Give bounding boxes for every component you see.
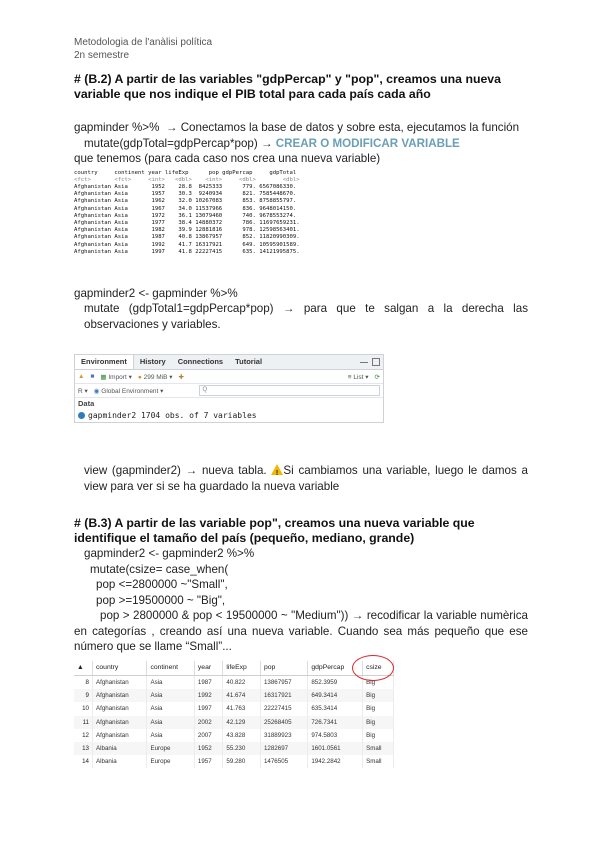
section-b2-heading: # (B.2) A partir de las variables "gdpPercap" y "pop", creamos una nueva variable que nos indique el PIB total para cada país cada año bbox=[74, 72, 501, 101]
column-header-year[interactable]: year bbox=[194, 661, 222, 676]
tab-history[interactable]: History bbox=[139, 357, 166, 367]
tab-tutorial[interactable]: Tutorial bbox=[235, 357, 263, 367]
column-header-lifeexp[interactable]: lifeExp bbox=[223, 661, 261, 676]
environment-pane bbox=[74, 354, 384, 423]
table-cell: Asia bbox=[147, 675, 194, 689]
table-cell: 59.280 bbox=[223, 755, 261, 768]
expand-dataset-icon[interactable] bbox=[78, 412, 85, 419]
table-cell: 852.3959 bbox=[308, 675, 363, 689]
memory-usage-button[interactable]: ● 299 MiB ▾ bbox=[137, 373, 173, 381]
table-cell: 41.763 bbox=[223, 702, 261, 715]
table-header-row bbox=[74, 661, 394, 676]
b2-mutate-line bbox=[74, 136, 528, 152]
list-view-button[interactable]: ≡ List ▾ bbox=[347, 373, 369, 381]
global-env-select[interactable]: ◉ Global Environment ▾ bbox=[93, 387, 164, 395]
column-header-country[interactable]: country bbox=[93, 661, 147, 676]
table-cell: 25268405 bbox=[260, 716, 307, 729]
table-cell: Afghanistan bbox=[93, 675, 147, 689]
row-index: 14 bbox=[74, 755, 93, 768]
column-header-csize[interactable]: csize bbox=[363, 661, 394, 676]
table-cell: 1942.2842 bbox=[308, 755, 363, 768]
env-search-input[interactable]: Q bbox=[199, 385, 380, 396]
console-row: Afghanistan Asia 1957 30.3 9240934 821. 7585448670. bbox=[74, 191, 297, 198]
table-cell: 1997 bbox=[194, 702, 222, 715]
table-cell: 1601.0561 bbox=[308, 742, 363, 755]
table-cell: 1282697 bbox=[260, 742, 307, 755]
b2-accent-label: CREAR O MODIFICAR VARIABLE bbox=[275, 136, 460, 150]
console-output bbox=[74, 170, 528, 256]
import-icon: ▦ bbox=[100, 373, 107, 381]
view-text-b: Si cambiamos una variable, luego le damos a view para ver si se ha guardado la nueva variable bbox=[84, 464, 528, 493]
table-cell: 13867957 bbox=[260, 675, 307, 689]
table-cell: Afghanistan bbox=[93, 716, 147, 729]
table-row[interactable] bbox=[74, 702, 394, 715]
b2-text-3: que tenemos (para cada caso nos crea una nueva variable) bbox=[74, 152, 381, 165]
table-cell: 649.3414 bbox=[308, 689, 363, 702]
warning-icon bbox=[271, 464, 283, 475]
view-paragraph bbox=[74, 463, 528, 494]
data-viewer bbox=[74, 661, 528, 768]
console-row: Afghanistan Asia 1997 41.8 22227415 635. 14121995875. bbox=[74, 248, 300, 255]
console-row: Afghanistan Asia 1992 41.7 16317921 649. 10595901589. bbox=[74, 241, 300, 248]
broom-icon[interactable]: ✚ bbox=[178, 373, 184, 381]
env-data-header: Data bbox=[78, 399, 95, 409]
env-tab-bar bbox=[75, 355, 383, 370]
console-types: <fct> <fct> <int> <dbl> <int> <dbl> <dbl> bbox=[74, 176, 300, 183]
table-cell: 2002 bbox=[194, 716, 222, 729]
table-cell: Asia bbox=[147, 689, 194, 702]
console-row: Afghanistan Asia 1977 38.4 14880372 786. 11697659231. bbox=[74, 219, 300, 226]
table-cell: 40.822 bbox=[223, 675, 261, 689]
column-header-gdppercap[interactable]: gdpPercap bbox=[308, 661, 363, 676]
b2-paragraph bbox=[74, 120, 528, 136]
csize-highlight-circle bbox=[352, 655, 394, 681]
table-cell: 41.674 bbox=[223, 689, 261, 702]
row-index: 12 bbox=[74, 729, 93, 742]
console-header: country continent year lifeExp pop gdpPercap gdpTotal bbox=[74, 169, 297, 176]
dataset-summary: gapminder2 1704 obs. of 7 variables bbox=[88, 411, 257, 421]
b3-code-3: pop <=2800000 ~"Small", bbox=[96, 578, 228, 592]
data-table bbox=[74, 661, 394, 768]
table-cell: 43.828 bbox=[223, 729, 261, 742]
tab-connections[interactable]: Connections bbox=[177, 357, 224, 367]
console-row: Afghanistan Asia 1982 39.9 12881816 978. 12598563401. bbox=[74, 227, 300, 234]
pie-chart-icon: ● bbox=[137, 373, 142, 381]
table-cell: Afghanistan bbox=[93, 689, 147, 702]
console-row: Afghanistan Asia 1987 40.8 13867957 852. 11820990309. bbox=[74, 234, 300, 241]
console-row: Afghanistan Asia 1952 28.8 8425333 779. 6567086330. bbox=[74, 183, 297, 190]
table-cell: 16317921 bbox=[260, 689, 307, 702]
course-title: Metodologia de l'anàlisi política bbox=[74, 37, 213, 48]
row-index: 13 bbox=[74, 742, 93, 755]
import-button[interactable]: ▦ Import ▾ bbox=[100, 373, 132, 381]
column-header-pop[interactable]: pop bbox=[260, 661, 307, 676]
table-cell: 1476505 bbox=[260, 755, 307, 768]
b3-code-4: pop >=19500000 ~ "Big", bbox=[96, 593, 226, 607]
open-folder-icon[interactable]: ▲ bbox=[78, 373, 85, 381]
table-cell: Big bbox=[363, 675, 394, 689]
table-cell: 1992 bbox=[194, 689, 222, 702]
table-cell: 974.5803 bbox=[308, 729, 363, 742]
row-index-header: ▲ bbox=[74, 661, 93, 676]
table-row[interactable] bbox=[74, 755, 394, 768]
table-row[interactable] bbox=[74, 675, 394, 689]
table-cell: Big bbox=[363, 689, 394, 702]
table-cell: Europe bbox=[147, 755, 194, 768]
arrow-icon: → bbox=[165, 121, 178, 134]
b3-code-5: pop > 2800000 & pop < 19500000 ~ "Medium")) → recodificar la variable numèrica en categorías , creando así una nueva variable. Cuando sea más pequeño que ese número que se llame “Small”... bbox=[74, 609, 528, 654]
table-cell: Afghanistan bbox=[93, 702, 147, 715]
section-b3-heading: # (B.3) A partir de las variable pop", creamos una nueva variable que identifique el tamaño del país (pequeño, mediano, grande) bbox=[74, 516, 475, 546]
table-cell: 1987 bbox=[194, 675, 222, 689]
column-header-continent[interactable]: continent bbox=[147, 661, 194, 676]
tab-environment[interactable]: Environment bbox=[75, 355, 134, 369]
table-cell: Asia bbox=[147, 716, 194, 729]
table-cell: Big bbox=[363, 702, 394, 715]
env-dataset-row[interactable] bbox=[75, 409, 383, 422]
console-row: Afghanistan Asia 1962 32.0 10267083 853. 8758855797. bbox=[74, 198, 297, 205]
table-cell: Asia bbox=[147, 729, 194, 742]
b2-code-2: mutate(gdpTotal=gdpPercap*pop) bbox=[84, 136, 258, 150]
table-cell: 1957 bbox=[194, 755, 222, 768]
maximize-icon[interactable] bbox=[372, 358, 380, 366]
table-cell: Albania bbox=[93, 755, 147, 768]
b2-text-1: Conectamos la base de datos y sobre esta, ejecutamos la función bbox=[180, 121, 520, 134]
save-icon[interactable]: ■ bbox=[90, 373, 95, 381]
table-cell: 22227415 bbox=[260, 702, 307, 715]
env-toolbar-2 bbox=[75, 384, 383, 398]
mutate2-line-1: gapminder2 <- gapminder %>% bbox=[74, 286, 238, 300]
table-cell: 31889923 bbox=[260, 729, 307, 742]
view-text-a: view (gapminder2) → nueva tabla. bbox=[84, 464, 267, 478]
table-cell: Big bbox=[363, 729, 394, 742]
console-row: Afghanistan Asia 1972 36.1 13079460 740. 9678553274. bbox=[74, 212, 297, 219]
document-page bbox=[74, 36, 528, 768]
env-toolbar bbox=[75, 370, 383, 384]
row-index: 11 bbox=[74, 716, 93, 729]
table-cell: Asia bbox=[147, 702, 194, 715]
table-cell: 55.230 bbox=[223, 742, 261, 755]
table-row[interactable] bbox=[74, 729, 394, 742]
arrow-icon: → bbox=[260, 136, 273, 150]
table-cell: Albania bbox=[93, 742, 147, 755]
row-index: 8 bbox=[74, 675, 93, 689]
b2-code-1: gapminder %>% bbox=[74, 121, 160, 134]
row-index: 9 bbox=[74, 689, 93, 702]
table-cell: 635.3414 bbox=[308, 702, 363, 715]
console-row: Afghanistan Asia 1967 34.0 11537966 836. 9648014150. bbox=[74, 205, 297, 212]
table-cell: Small bbox=[363, 755, 394, 768]
table-cell: Big bbox=[363, 716, 394, 729]
globe-icon: ◉ bbox=[93, 387, 100, 395]
b3-code-1: gapminder2 <- gapminder2 %>% bbox=[84, 547, 255, 561]
table-row[interactable] bbox=[74, 689, 394, 702]
mutate2-line-2: mutate (gdpTotal1=gdpPercap*pop) → para que te salgan a la derecha las observaciones y variables. bbox=[84, 302, 528, 331]
language-select[interactable]: R ▾ bbox=[78, 387, 88, 395]
table-cell: Small bbox=[363, 742, 394, 755]
semester-label: 2n semestre bbox=[74, 50, 130, 61]
table-cell: 2007 bbox=[194, 729, 222, 742]
row-index: 10 bbox=[74, 702, 93, 715]
table-cell: Europe bbox=[147, 742, 194, 755]
minimize-icon[interactable] bbox=[360, 362, 368, 363]
table-cell: 726.7341 bbox=[308, 716, 363, 729]
table-row[interactable] bbox=[74, 742, 394, 755]
b3-code-2: mutate(csize= case_when( bbox=[90, 562, 229, 576]
refresh-icon[interactable]: ⟳ bbox=[374, 373, 380, 381]
table-cell: 1952 bbox=[194, 742, 222, 755]
table-cell: 42.129 bbox=[223, 716, 261, 729]
table-row[interactable] bbox=[74, 716, 394, 729]
table-cell: Afghanistan bbox=[93, 729, 147, 742]
